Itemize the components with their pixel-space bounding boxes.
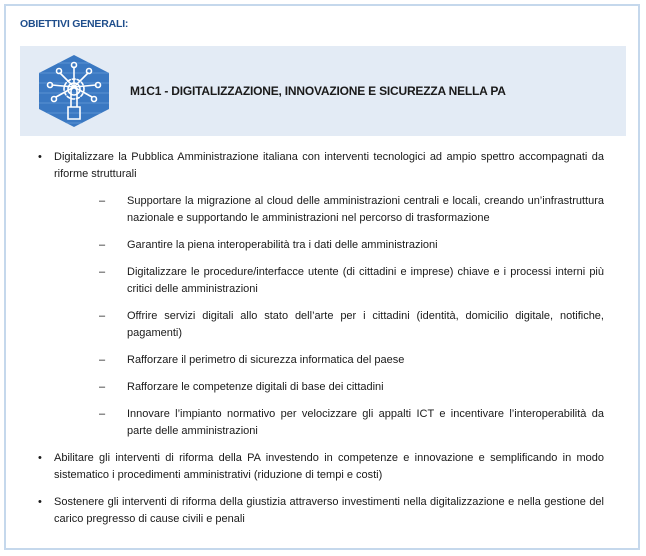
sub-objective-text: Rafforzare il perimetro di sicurezza informatica del paese bbox=[127, 354, 405, 366]
objectives-panel bbox=[4, 4, 640, 550]
objective-text: Abilitare gli interventi di riforma della PA investendo in competenze e innovazione e semplificando in modo sistematico i procedimenti amministrativi (riduzione di tempi e costi) bbox=[54, 452, 604, 481]
objectives-list bbox=[24, 149, 604, 538]
sub-objective-text: Supportare la migrazione al cloud delle amministrazioni centrali e locali, creando un’infrastruttura nazionale e supportando le amministrazioni nel percorso di trasformazione bbox=[127, 195, 604, 224]
bullet-marker: • bbox=[38, 496, 42, 508]
sub-objective-item bbox=[99, 264, 604, 298]
sub-objective-item bbox=[99, 406, 604, 440]
dash-marker: – bbox=[99, 266, 106, 278]
banner-title: M1C1 - DIGITALIZZAZIONE, INNOVAZIONE E SICUREZZA NELLA PA bbox=[130, 84, 506, 98]
dash-marker: – bbox=[99, 354, 106, 366]
objective-text: Sostenere gli interventi di riforma della giustizia attraverso investimenti nella digitalizzazione e nella gestione del carico pregresso di cause civili e penali bbox=[54, 496, 604, 525]
digital-touch-network-icon bbox=[34, 53, 114, 129]
sub-objective-text: Offrire servizi digitali allo stato dell’arte per i cittadini (identità, domicilio digitale, notifiche, pagamenti) bbox=[127, 310, 604, 339]
bullet-marker: • bbox=[38, 452, 42, 464]
sub-objective-text: Rafforzare le competenze digitali di base dei cittadini bbox=[127, 381, 384, 393]
dash-marker: – bbox=[99, 408, 106, 420]
dash-marker: – bbox=[99, 310, 106, 322]
sub-objective-text: Garantire la piena interoperabilità tra i dati delle amministrazioni bbox=[127, 239, 438, 251]
component-banner bbox=[20, 46, 626, 136]
objective-text: Digitalizzare la Pubblica Amministrazione italiana con interventi tecnologici ad ampio spettro accompagnati da riforme strutturali bbox=[54, 151, 604, 180]
dash-marker: – bbox=[99, 239, 106, 251]
sub-objective-item bbox=[99, 237, 604, 254]
sub-objective-item bbox=[99, 308, 604, 342]
sub-objective-item bbox=[99, 379, 604, 396]
section-heading: OBIETTIVI GENERALI: bbox=[20, 18, 129, 30]
objective-item bbox=[24, 450, 604, 484]
sub-objective-item bbox=[99, 352, 604, 369]
sub-objectives-list bbox=[54, 193, 604, 440]
sub-objective-item bbox=[99, 193, 604, 227]
objective-item bbox=[24, 494, 604, 528]
bullet-marker: • bbox=[38, 151, 42, 163]
dash-marker: – bbox=[99, 381, 106, 393]
dash-marker: – bbox=[99, 195, 106, 207]
sub-objective-text: Innovare l’impianto normativo per velocizzare gli appalti ICT e incentivare l’interoperabilità da parte delle amministrazioni bbox=[127, 408, 604, 437]
sub-objective-text: Digitalizzare le procedure/interfacce utente (di cittadini e imprese) chiave e i processi interni più critici delle amministrazioni bbox=[127, 266, 604, 295]
objective-item bbox=[24, 149, 604, 440]
